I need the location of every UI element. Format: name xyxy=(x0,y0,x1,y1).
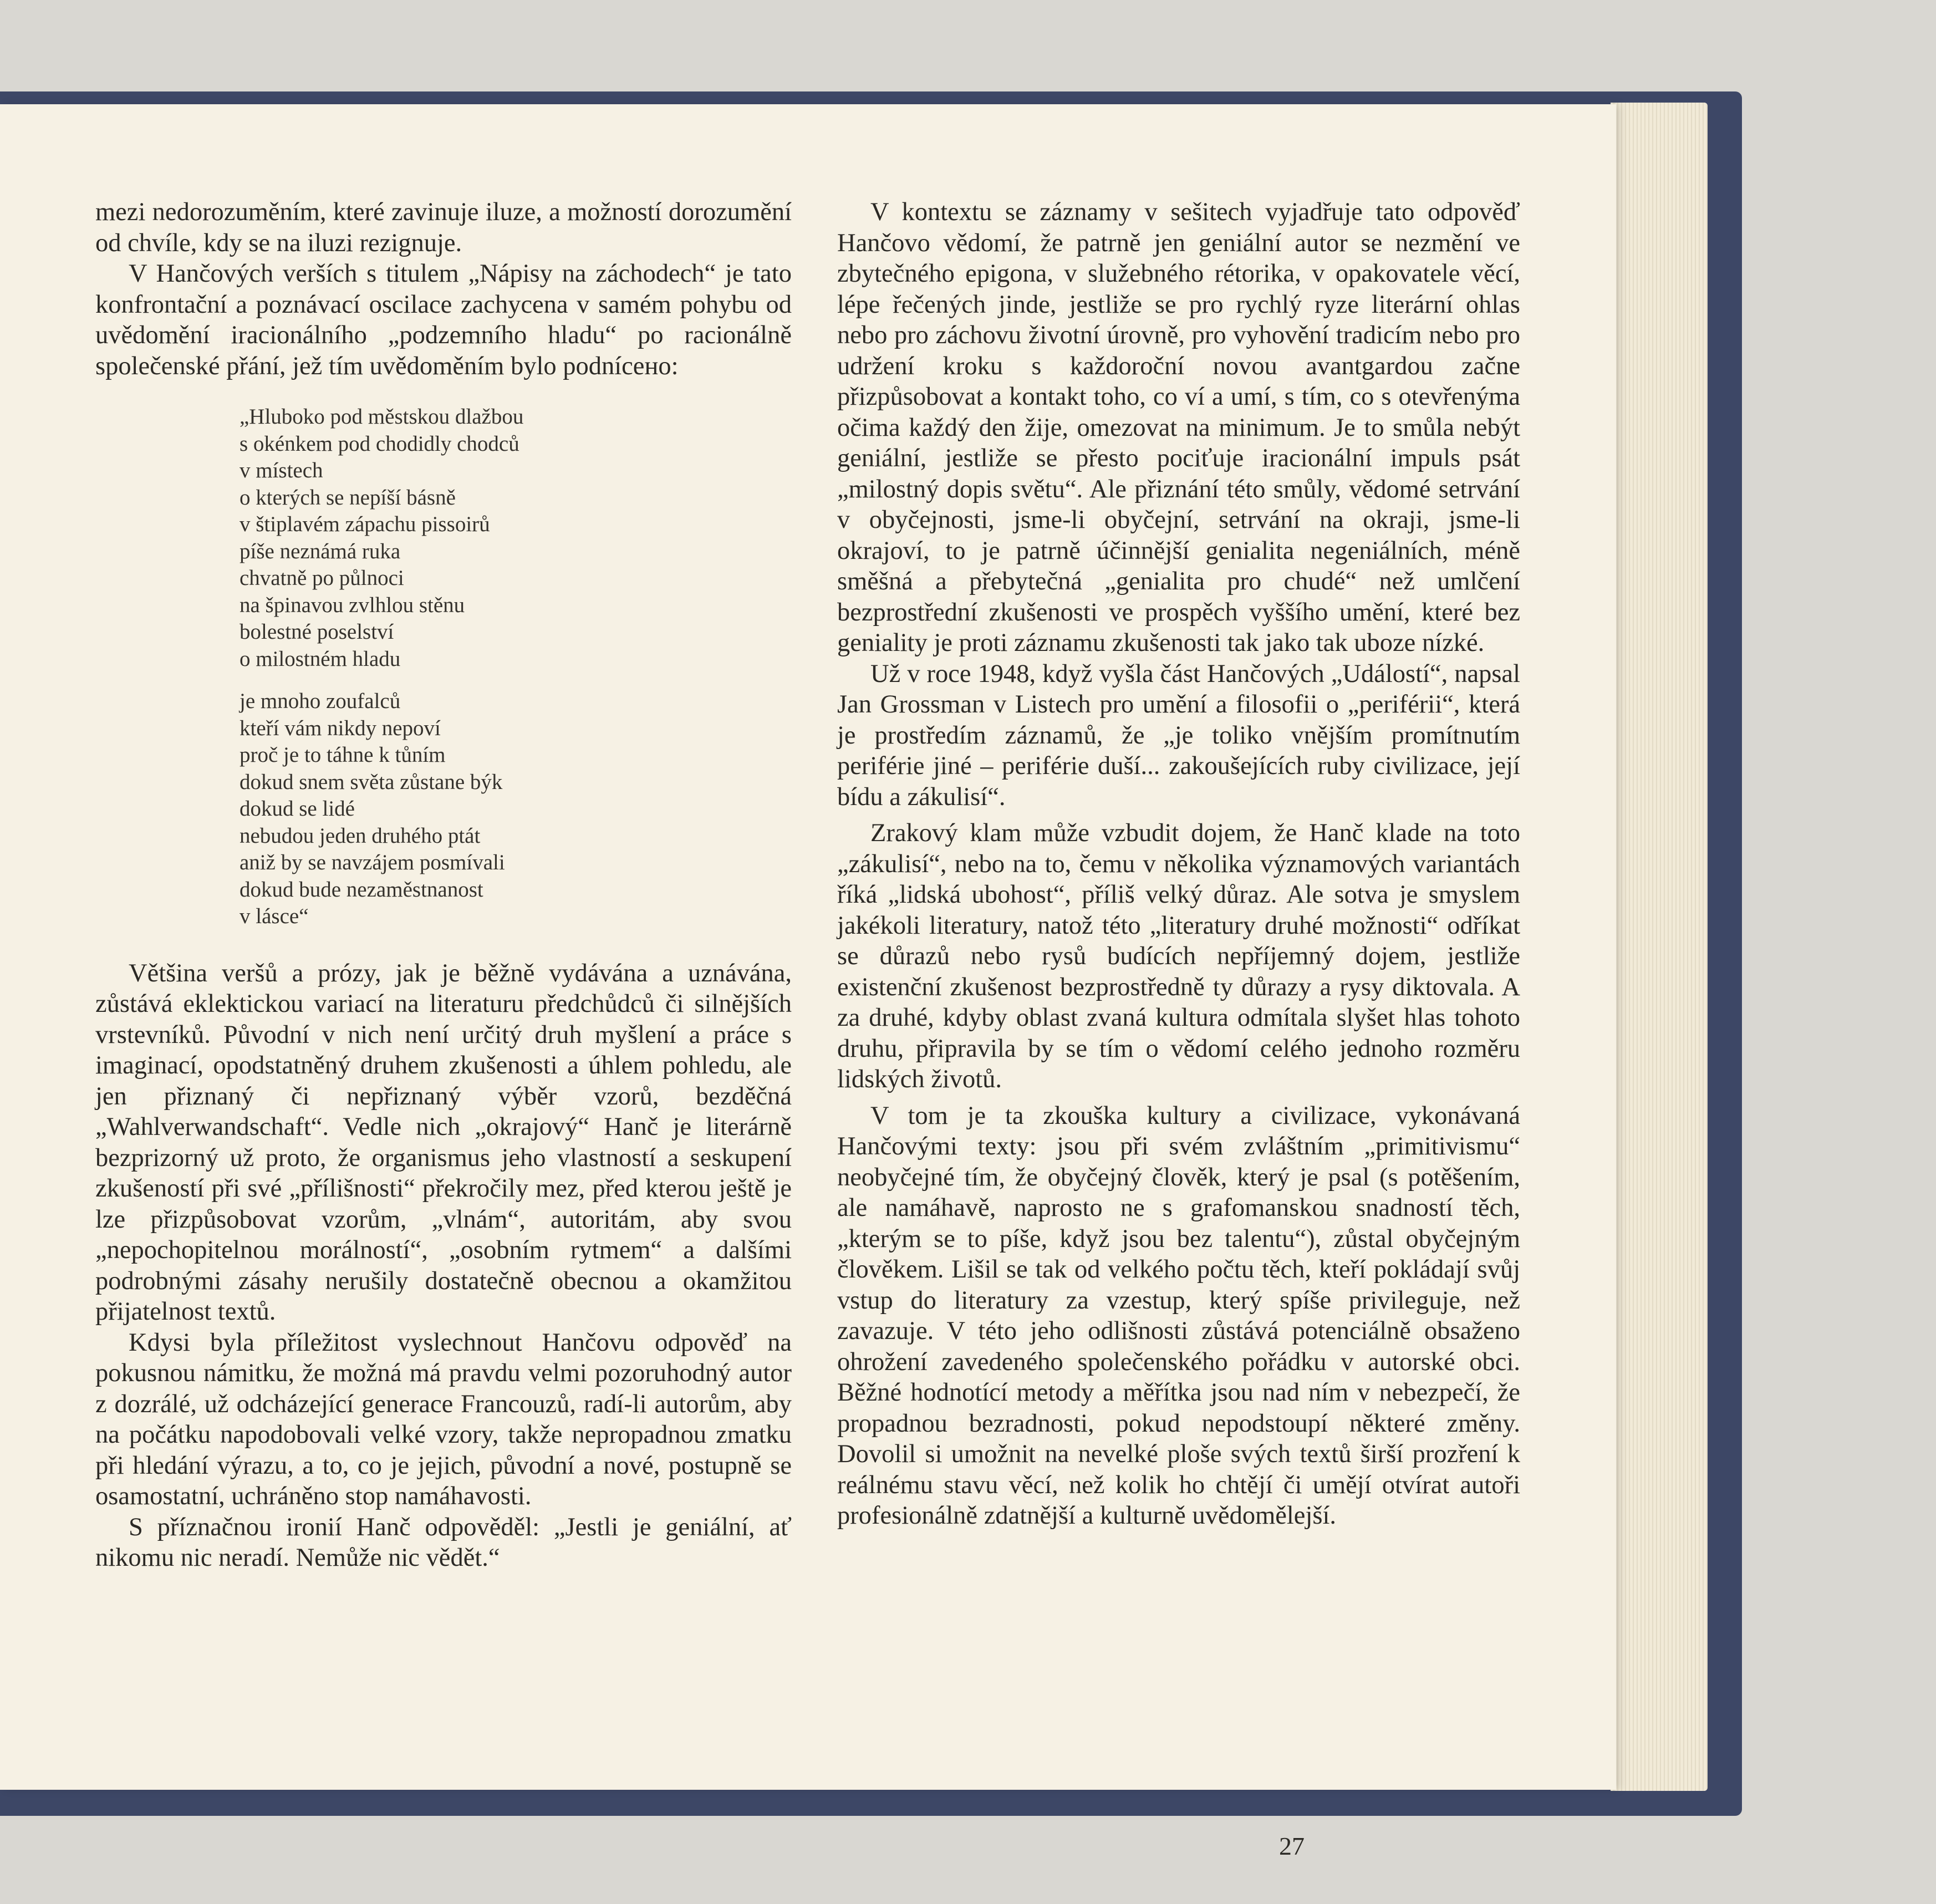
right-column xyxy=(837,197,1520,1531)
paragraph: S příznačnou ironií Hanč odpověděl: „Jestli je geniální, ať nikomu nic neradí. Nemůže nic vědět.“ xyxy=(95,1513,792,1572)
poem-line: „Hluboko pod městskou dlažbou xyxy=(240,405,524,429)
paragraph: Kdysi byla příležitost vyslechnout Hančovu odpověď na pokusnou námitku, že možná má pravdu velmi pozoruhodný autor z dozrálé, už odcházející generace Francouzů, radí-li autorům, aby na počátku napodobovali velké vzory, takže nepropadnou zmatku při hledání výrazu, a to, co je jejich, původní a nové, postupně se osamostatní, uchráněno stop namáhavosti. xyxy=(95,1328,792,1510)
poem-line: dokud se lidé xyxy=(240,797,355,821)
poem-line: je mnoho zoufalců xyxy=(240,689,401,713)
page-edges xyxy=(1611,103,1708,1791)
paragraph: mezi nedorozuměním, které zavinuje iluze, a možností dorozumění od chvíle, kdy se na iluzi rezignuje. xyxy=(95,198,792,257)
poem-line: v lásce“ xyxy=(240,904,309,928)
poem-line: píše neznámá ruka xyxy=(240,539,401,563)
paragraph: Zrakový klam může vzbudit dojem, že Hanč klade na toto „zákulisí“, nebo na to, čemu v několika významových variantách říká „lidská ubohost“, příliš velký důraz. Ale sotva je smyslem jakékoli literatury, natož této „literatury druhé možnosti“ odříkat se důrazů nebo rysů budících nepříjemný dojem, jestliže existenční zkušenost bezprostředně ty důrazy a rysy diktovala. A za druhé, kdyby oblast zvaná kultura odmítala slyšet hlas tohoto druhu, připravila by se tím o vědomí celého jednoho rozměru lidských životů. xyxy=(837,819,1520,1093)
poem-line: s okénkem pod chodidly chodců xyxy=(240,431,519,456)
paragraph: Většina veršů a prózy, jak je běžně vydávána a uznávána, zůstává eklektickou variací na literaturu předchůdců či silnějších vrstevníků. Původní v nich není určitý druh myšlení a práce s imaginací, opodstatněný druhem zkušenosti a úhlem pohledu, ale jen přiznaný či nepřiznaný výběr vzorů, bezděčná „Wahlverwandschaft“. Vedle nich „okrajový“ Hanč je literárně bezprizorný už proto, že organismus jeho vlastností a seskupení zkušeností při své „přílišnosti“ překročily mez, před kterou ještě je lze přizpůsobovat vzorům, „vlnám“, autoritám, aby svou „nepochopitelnou morálností“, „osobním rytmem“ a dalšími podrobnými zásahy nerušily dostatečně obecnou a okamžitou přijatelnost textů. xyxy=(95,959,792,1326)
poem-line: kteří vám nikdy nepoví xyxy=(240,716,441,740)
poem-line: v štiplavém zápachu pissoirů xyxy=(240,512,490,536)
poem-line: v místech xyxy=(240,459,323,482)
page-number: 27 xyxy=(1279,1832,1305,1860)
poem-line: na špinavou zvlhlou stěnu xyxy=(240,593,465,617)
left-column xyxy=(95,197,792,1574)
poem-line: nebudou jeden druhého ptát xyxy=(240,823,481,848)
poem-line: dokud bude nezaměstnanost xyxy=(240,877,483,902)
poem-stanza xyxy=(240,688,792,930)
poem-line: bolestné poselství xyxy=(240,620,394,644)
poem-line: aniž by se navzájem posmívali xyxy=(240,851,505,874)
paragraph: V kontextu se záznamy v sešitech vyjadřuje tato odpověď Hančovo vědomí, že patrně jen geniální autor se nezmění ve zbytečného epigona, v služebného rétorika, v opakovatele věcí, lépe řečených jinde, jestliže se pro rychlý ryze literární ohlas nebo pro záchovu životní úrovně, pro vyhovění tradicím nebo pro udržení kroku s každoroční novou avantgardou začne přizpůsobovat a kontakt toho, co ví a umí, s tím, co s otevřenýma očima každý den žije, omezovat na minimum. Je to smůla nebýt geniální, jestliže se přesto pociťuje iracionální impuls psát „milostný dopis světu“. Ale přiznání této smůly, vědomé setrvání v obyčejnosti, jsme-li obyčejní, setrvání na okraji, jsme-li okrajoví, to je patrně účinnější genialita negeniálních, méně směšná a přebytečná „genialita pro chudé“ než umlčení bezprostřední zkušenosti ve prospěch vyššího umění, které bez geniality je proti záznamu zkušenosti tak jako tak uboze nízké. xyxy=(837,198,1520,657)
poem-line: o milostném hladu xyxy=(240,646,401,671)
poem-line: o kterých se nepíší básně xyxy=(240,485,456,510)
poem xyxy=(240,404,792,930)
poem-line: proč je to táhne k tůním xyxy=(240,743,446,767)
paragraph: Už v roce 1948, když vyšla část Hančových „Událostí“, napsal Jan Grossman v Listech pro umění a filosofii o „periférii“, která je prostředím záznamů, že „je toliko vnějším promítnutím periférie jiné – periférie duší... zakoušejících ruby civilizace, její bídu a zákulisí“. xyxy=(837,659,1520,811)
poem-line: chvatně po půlnoci xyxy=(240,566,404,590)
book-page xyxy=(0,104,1616,1860)
paragraph: V tom je ta zkouška kultury a civilizace, vykonávaná Hančovými texty: jsou při svém zvláštním „primitivismu“ neobyčejné tím, že obyčejný člověk, který je psal (s potěšením, ale namáhavě, naprosto ne s grafomanskou snadností těch, „kterým se to píše, když jsou bez talentu“), zůstal obyčejným člověkem. Lišil se tak od velkého počtu těch, kteří pokládají svůj vstup do literatury za vzestup, který spíše privileguje, než zavazuje. V této jeho odlišnosti zůstává potenciálně obsaženo ohrožení zavedeného společenského pořádku v autorské obci. Běžné hodnotící metody a měřítka jsou nad ním v nebezpečí, že propadnou bezradnosti, pokud nepodstoupí některé změny. Dovolil si umožnit na nevelké ploše svých textů širší prozření k reálnému stavu věcí, než kolik ho chtějí či umějí otvírat autoři profesionálně zdatnější a kulturně uvědomělejší. xyxy=(837,1101,1520,1530)
poem-stanza xyxy=(240,404,792,673)
poem-line: dokud snem světa zůstane býk xyxy=(240,770,503,794)
paragraph: V Hančových verších s titulem „Nápisy na záchodech“ je tato konfrontační a poznávací oscilace zachycena v samém pohybu od uvědomění iracionálního „podzemního hladu“ po racionálně společenské přání, jež tím uvědoměním bylo podnícено: xyxy=(95,259,792,380)
